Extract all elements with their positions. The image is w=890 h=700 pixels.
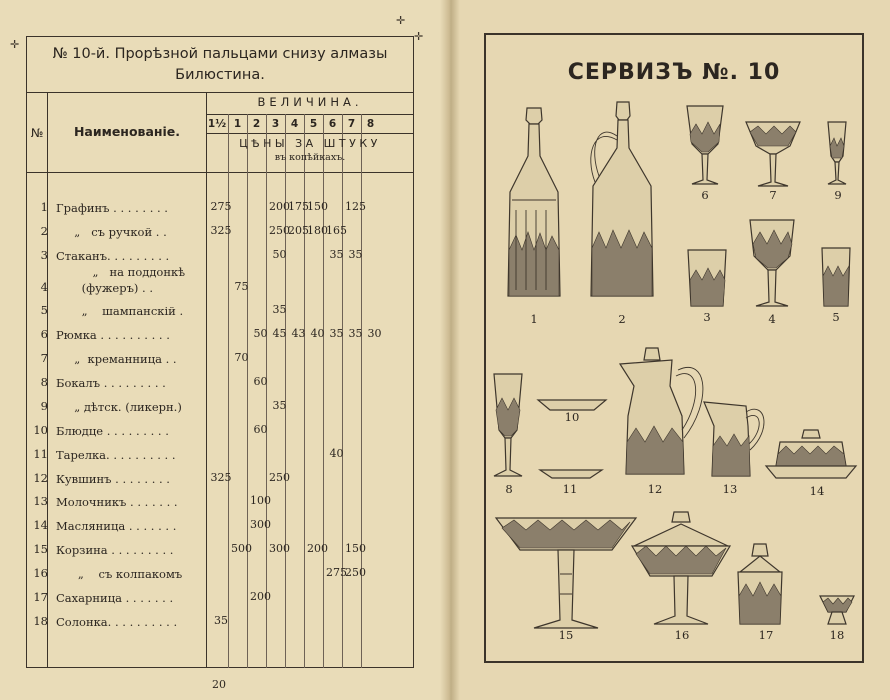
price-cell: 200: [307, 542, 328, 556]
price-cell: 35: [214, 613, 228, 627]
row-name: „ шампанскій .: [56, 304, 184, 319]
price-cell: 150: [345, 542, 366, 556]
row-number: 7: [40, 351, 48, 366]
price-cell: 35: [348, 247, 363, 261]
price-cell: 60: [253, 375, 268, 389]
table-title: [26, 44, 414, 86]
size-column-rule: [228, 114, 229, 668]
row-name: „ на поддонкѣ (фужеръ) . .: [81, 264, 186, 295]
size-column-rule: [247, 114, 248, 668]
coupe-glass-illustration: [744, 120, 802, 190]
row-number: 17: [33, 589, 48, 604]
price-cell: 40: [329, 446, 344, 460]
item-number-13: 13: [722, 482, 738, 496]
covered-bowl-illustration: [628, 510, 734, 632]
row-name: „ креманница . .: [56, 352, 177, 367]
sugar-bowl-illustration: [734, 542, 786, 628]
size-header-cell: 5: [309, 118, 318, 130]
price-cell: 35: [272, 303, 287, 317]
price-cell: 200: [269, 200, 290, 213]
item-number-4: 4: [768, 312, 776, 326]
row-number: 13: [33, 494, 48, 509]
price-cell: 30: [367, 327, 382, 341]
price-cell: 60: [253, 422, 268, 436]
row-name: „ съ ручкой . .: [56, 224, 167, 239]
price-cell: 35: [329, 247, 344, 261]
row-name: Графинъ . . . . . . . .: [56, 201, 168, 215]
item-number-7: 7: [769, 188, 777, 202]
price-cell: 325: [210, 223, 232, 237]
price-cell: 300: [269, 542, 290, 556]
crop-mark: ✛: [396, 14, 406, 27]
price-subheader: въ копѣйкахъ.: [274, 152, 346, 163]
price-cell: 250: [345, 566, 366, 580]
price-cell: 43: [291, 327, 306, 341]
header-bottom-rule: [26, 172, 414, 173]
size-column-rule: [342, 114, 343, 668]
row-name: Стаканъ. . . . . . . . .: [56, 248, 170, 263]
price-cell: 275: [210, 200, 232, 213]
item-number-2: 2: [618, 312, 626, 326]
item-number-10: 10: [564, 410, 580, 424]
size-column-rule: [285, 114, 286, 668]
price-cell: 75: [234, 279, 249, 293]
butter-dish-illustration: [764, 428, 858, 484]
price-cell: 70: [234, 351, 249, 365]
row-number: 2: [40, 223, 48, 238]
row-name: Сахарница . . . . . . .: [56, 590, 174, 605]
price-cell: 35: [348, 327, 363, 341]
row-number: 11: [33, 446, 48, 461]
row-name: „ дѣтск. (ликерн.): [56, 399, 182, 414]
size-header-cell: 8: [366, 118, 375, 130]
size-row-rule: [206, 133, 414, 134]
size-column-rule: [323, 114, 324, 668]
item-number-9: 9: [834, 188, 842, 202]
size-header-cell: 1: [233, 118, 242, 130]
row-number: 1: [40, 200, 48, 214]
item-number-18: 18: [829, 628, 845, 642]
size-header: ВЕЛИЧИНА.: [257, 95, 363, 109]
row-name: Тарелка. . . . . . . . . .: [56, 447, 176, 462]
crop-mark: ✛: [10, 38, 20, 51]
page-number: 20: [212, 678, 226, 691]
price-cell: 165: [326, 223, 347, 237]
table-title-line2: Билюстина.: [175, 67, 265, 83]
item-number-16: 16: [674, 628, 690, 642]
row-number: 18: [33, 613, 48, 628]
row-number: 15: [33, 542, 48, 557]
row-name: Блюдце . . . . . . . . .: [56, 423, 169, 438]
price-cell: 205: [288, 223, 309, 237]
price-cell: 200: [250, 589, 271, 603]
size-header-cell: 2: [252, 118, 261, 130]
item-number-3: 3: [703, 310, 711, 324]
size-column-rule: [361, 114, 362, 668]
tall-flute-illustration: [492, 372, 524, 480]
row-number: 12: [33, 470, 48, 485]
size-header-cell: 3: [271, 118, 280, 130]
item-number-8: 8: [505, 482, 513, 496]
row-number: 5: [40, 303, 48, 318]
tumbler-illustration: [686, 248, 728, 310]
row-name: Рюмка . . . . . . . . . .: [56, 328, 170, 343]
crop-mark: ✛: [414, 30, 424, 43]
decanter-illustration: [496, 100, 572, 310]
item-number-17: 17: [758, 628, 774, 642]
row-name: Кувшинъ . . . . . . . .: [56, 471, 170, 486]
jug-illustration: [612, 346, 708, 480]
row-number: 16: [33, 566, 48, 581]
item-number-5: 5: [832, 310, 840, 324]
row-name: Солонка. . . . . . . . . .: [56, 614, 178, 629]
row-name: „ съ колпакомъ: [56, 567, 183, 582]
price-cell: 250: [269, 470, 290, 484]
price-cell: 250: [269, 223, 290, 237]
tall-tumbler-illustration: [820, 246, 852, 310]
item-number-1: 1: [530, 312, 538, 326]
row-name: Масляница . . . . . . .: [56, 519, 177, 534]
price-cell: 40: [310, 327, 325, 341]
item-number-14: 14: [809, 484, 825, 498]
column-header-number: №: [30, 126, 44, 140]
price-header: ЦѢНЫ ЗА ШТУКУ: [239, 137, 381, 150]
size-header-cell: 7: [347, 118, 356, 130]
size-rule: [206, 114, 414, 115]
price-cell: 325: [210, 470, 232, 484]
row-name: Бокалъ . . . . . . . . .: [56, 376, 166, 391]
item-number-15: 15: [558, 628, 574, 642]
row-number: 4: [40, 279, 48, 294]
row-number: 8: [40, 375, 48, 390]
row-number: 6: [40, 327, 48, 342]
header-rule: [26, 92, 414, 93]
price-cell: 150: [307, 200, 328, 213]
size-column-rule: [266, 114, 267, 668]
plate-title: СЕРВИЗЪ №. 10: [567, 60, 781, 85]
price-cell: 50: [272, 247, 287, 261]
goblet-illustration: [748, 218, 796, 310]
handled-decanter-illustration: [583, 100, 661, 310]
row-number: 14: [33, 518, 48, 533]
size-header-cell: 6: [328, 118, 337, 130]
fruit-stand-illustration: [494, 514, 638, 634]
column-header-name: Наименованіе.: [73, 124, 181, 139]
price-cell: 175: [288, 200, 309, 213]
row-name: Корзина . . . . . . . . .: [56, 543, 174, 558]
row-number: 9: [40, 398, 48, 413]
item-number-11: 11: [562, 482, 578, 496]
price-cell: 100: [250, 494, 271, 508]
creamer-illustration: [702, 396, 766, 480]
price-cell: 35: [329, 327, 344, 341]
row-number: 3: [40, 247, 48, 262]
price-cell: 300: [250, 518, 271, 532]
size-header-cell: 4: [290, 118, 299, 130]
row-number: 10: [33, 422, 48, 437]
price-cell: 50: [253, 327, 268, 341]
price-cell: 125: [345, 200, 366, 213]
flute-glass-illustration: [826, 120, 848, 188]
price-cell: 275: [326, 566, 347, 580]
price-cell: 180: [307, 223, 328, 237]
item-number-6: 6: [701, 188, 709, 202]
price-cell: 45: [272, 327, 287, 341]
row-name: Молочникъ . . . . . . .: [56, 495, 178, 510]
price-cell: 35: [272, 398, 287, 412]
size-header-cell: 1½: [207, 118, 227, 130]
table-title-line1: № 10-й. Прорѣзной пальцами снизу алмазы: [52, 46, 388, 62]
book-gutter: [440, 0, 460, 700]
plate-illustration: [538, 466, 604, 482]
wine-glass-illustration: [684, 104, 726, 188]
price-cell: 500: [231, 542, 252, 556]
size-column-rule: [304, 114, 305, 668]
item-number-12: 12: [647, 482, 663, 496]
salt-cellar-illustration: [818, 592, 856, 628]
